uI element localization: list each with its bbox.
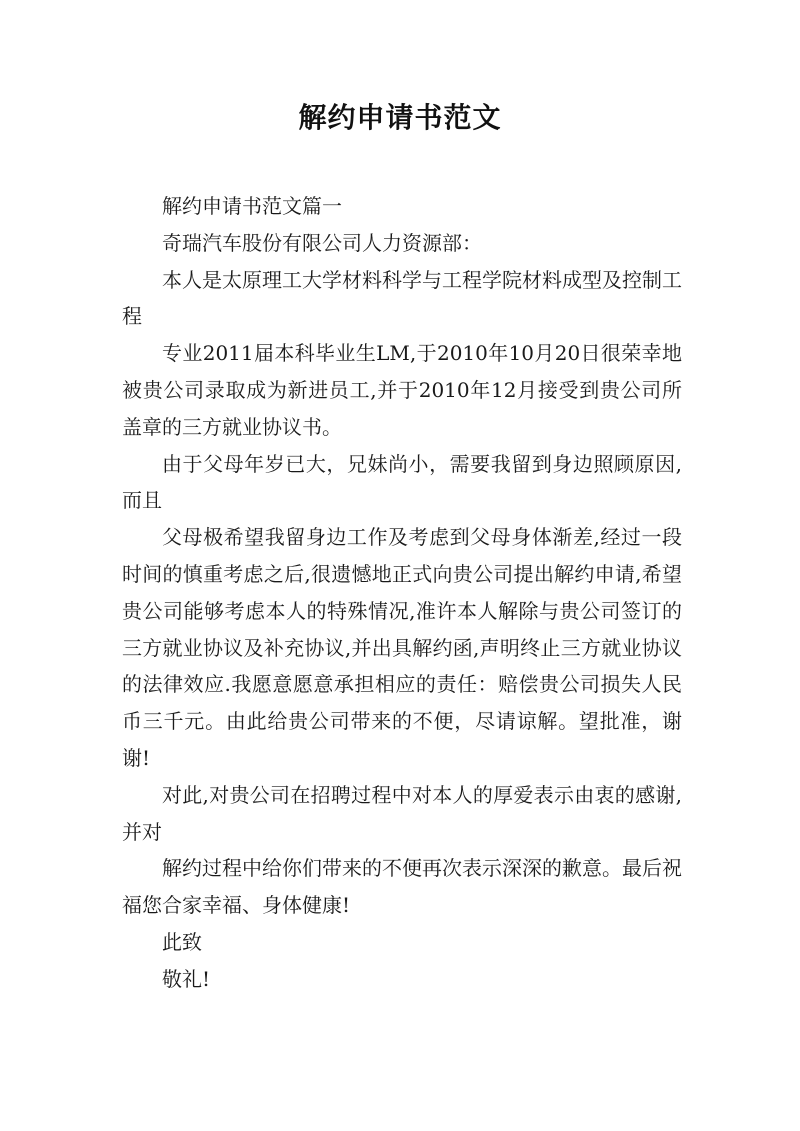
paragraph-salutation: 敬礼! <box>162 966 211 991</box>
paragraph-recipient: 奇瑞汽车股份有限公司人力资源部： <box>162 230 482 255</box>
paragraph-intro: 本人是太原理工大学材料科学与工程学院材料成型及控制工程 <box>122 267 682 329</box>
paragraph-employment: 专业2011届本科毕业生LM,于2010年10月20日很荣幸地被贵公司录取成为新进员工,并于2010年12月接受到贵公司所盖章的三方就业协议书。 <box>122 341 682 439</box>
paragraph-closing: 此致 <box>162 929 202 954</box>
document-body <box>122 188 682 998</box>
paragraph-request: 父母极希望我留身边工作及考虑到父母身体渐差,经过一段时间的慎重考虑之后,很遗憾地正式向贵公司提出解约申请,希望贵公司能够考虑本人的特殊情况,准许本人解除与贵公司签订的三方就业协议及补充协议,并出具解约函,声明终止三方就业协议的法律效应.我愿意愿意承担相应的责任：赔偿贵公司损失人民币三千元。由此给贵公司带来的不便，尽请谅解。望批准，谢谢! <box>122 525 682 770</box>
paragraph-thanks: 对此,对贵公司在招聘过程中对本人的厚爱表示由衷的感谢,并对 <box>122 782 682 844</box>
paragraph-apology: 解约过程中给你们带来的不便再次表示深深的歉意。最后祝福您合家幸福、身体健康! <box>122 856 682 918</box>
paragraph-heading: 解约申请书范文篇一 <box>162 194 342 218</box>
paragraph-reason: 由于父母年岁已大，兄妹尚小，需要我留到身边照顾原因,而且 <box>122 451 682 513</box>
document-title: 解约申请书范文 <box>298 101 502 134</box>
